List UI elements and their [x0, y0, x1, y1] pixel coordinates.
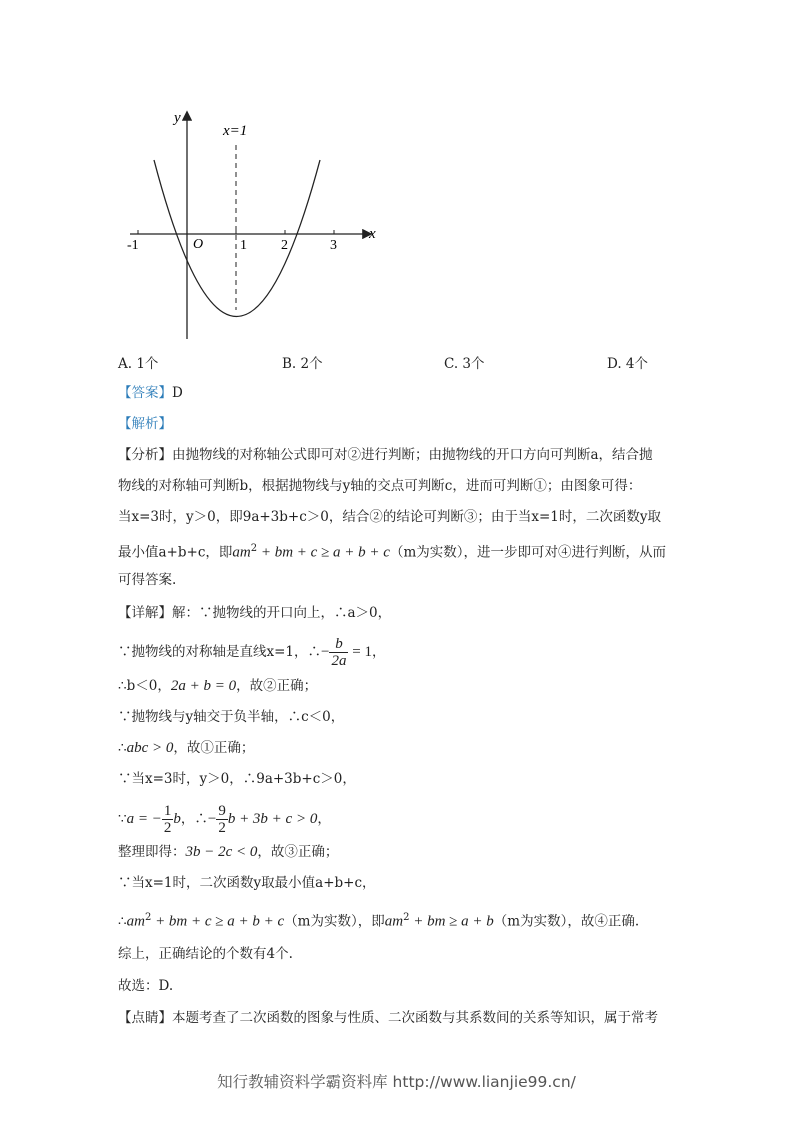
parabola-graph: [120, 105, 390, 345]
option-d: D. 4个: [607, 356, 649, 372]
answer-line: [118, 383, 183, 403]
detail-line-1: 【详解】解：∵抛物线的开口向上，∴a＞0，: [118, 605, 392, 621]
fenxi-tag: 【分析】: [118, 447, 172, 463]
option-a: A. 1个: [118, 356, 159, 372]
analysis-heading: 【解析】: [118, 416, 172, 432]
dianjing-line: 【点睛】本题考查了二次函数的图象与性质、二次函数与其系数间的关系等知识，属于常考: [118, 1010, 658, 1026]
answer-options: [0, 352, 793, 372]
detail-line-7: ∵a = − $\frac{1}{2}$ b，∴− $\frac{9}{2}$ b + 3b + c > 0，: [118, 803, 331, 836]
dianjing-tag: 【点睛】: [118, 1010, 172, 1026]
detail-line-5: ∴abc > 0，故①正确；: [118, 740, 255, 756]
x-axis-label: x: [369, 226, 376, 242]
fenxi-line-3: 当x=3时，y＞0，即9a+3b+c＞0，结合②的结论可判断③；由于当x=1时，二次函数y取: [118, 509, 662, 525]
detail-line-10: $\therefore am^2$ + bm + c ≥ a + b + c（m为实数），即$am^2$ + bm ≥ a + b（m为实数），故④正确.: [118, 912, 640, 930]
detail-line-9: ∵当x=1时，二次函数y取最小值a+b+c，: [118, 875, 376, 891]
detail-line-11: 综上，正确结论的个数有4个.: [118, 946, 293, 962]
answer-tag: 【答案】: [118, 385, 172, 401]
parabola-curve: [154, 160, 320, 317]
option-b: B. 2个: [282, 356, 323, 372]
fraction-b-over-2a: $\frac{b}{2a}$: [331, 636, 347, 669]
detail-line-12: 故选：D.: [118, 978, 174, 994]
answer-value: D: [172, 385, 183, 401]
tick-three: 3: [330, 238, 337, 253]
detail-line-8: 整理即得：3b − 2c < 0，故③正确；: [118, 844, 339, 860]
symmetry-axis-label: x=1: [223, 123, 248, 139]
detail-line-4: ∵抛物线与y轴交于负半轴，∴c＜0，: [118, 709, 345, 725]
detail-line-6: ∵当x=3时，y＞0，∴9a+3b+c＞0，: [118, 771, 356, 787]
y-axis-label: y: [174, 110, 181, 126]
origin-label: O: [193, 237, 204, 252]
tick-one: 1: [240, 238, 247, 253]
fenxi-line-4: 最小值a+b+c，即$am^2$ + bm + c ≥ a + b + c（m为实数），进一步即可对④进行判断，从而: [118, 543, 667, 561]
detail-line-3: ∴b＜0，2a + b = 0，故②正确；: [118, 678, 318, 694]
fenxi-line-1: 【分析】由抛物线的对称轴公式即可对②进行判断；由抛物线的开口方向可判断a，结合抛: [118, 447, 653, 463]
option-c: C. 3个: [444, 356, 485, 372]
tick-two: 2: [281, 238, 288, 253]
detail-tag: 【详解】: [118, 605, 172, 621]
fenxi-line-5: 可得答案.: [118, 572, 177, 588]
page-footer: 知行教辅资料学霸资料库 http://www.lianjie99.cn/: [217, 1073, 576, 1091]
tick-minus-one: -1: [127, 238, 139, 253]
fenxi-line-2: 物线的对称轴可判断b，根据抛物线与y轴的交点可判断c，进而可判断①；由图象可得：: [118, 478, 642, 494]
detail-line-2: ∵抛物线的对称轴是直线x=1，∴− $\frac{b}{2a}$ = 1，: [118, 636, 386, 669]
